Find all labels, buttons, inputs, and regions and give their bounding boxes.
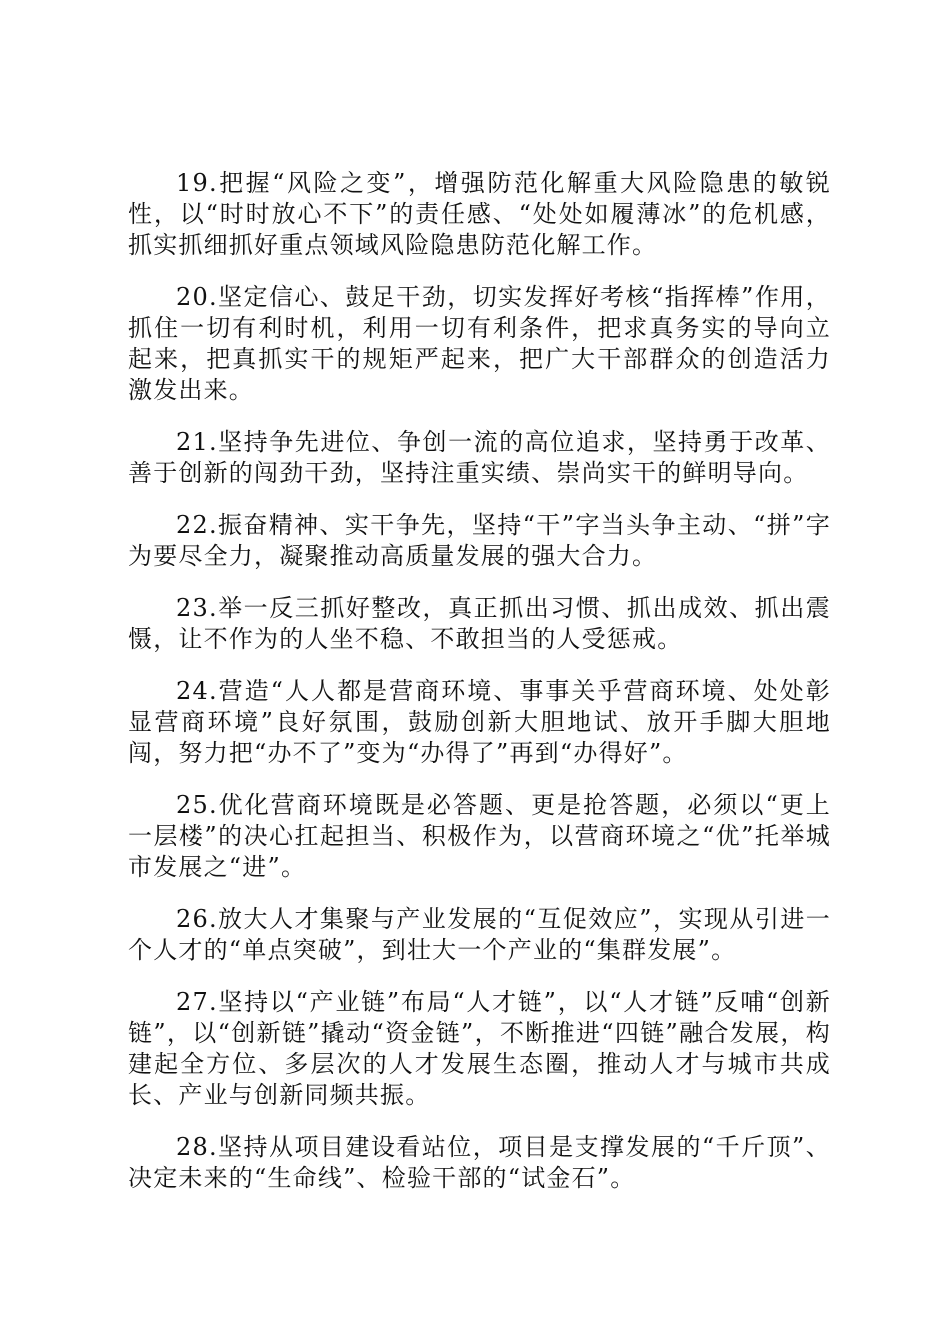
paragraph-19: 19.把握“风险之变”，增强防范化解重大风险隐患的敏锐性，以“时时放心不下”的责任感、“处处如履薄冰”的危机感，抓实抓细抓好重点领域风险隐患防范化解工作。 xyxy=(128,169,831,259)
paragraph-21: 21.坚持争先进位、争创一流的高位追求，坚持勇于改革、善于创新的闯劲干劲，坚持注重实绩、崇尚实干的鲜明导向。 xyxy=(128,428,831,487)
paragraph-20: 20.坚定信心、鼓足干劲，切实发挥好考核“指挥棒”作用，抓住一切有利时机，利用一切有利条件，把求真务实的导向立起来，把真抓实干的规矩严起来，把广大干部群众的创造活力激发出来。 xyxy=(128,283,831,404)
paragraph-24: 24.营造“人人都是营商环境、事事关乎营商环境、处处彰显营商环境”良好氛围，鼓励创新大胆地试、放开手脚大胆地闯，努力把“办不了”变为“办得了”再到“办得好”。 xyxy=(128,677,831,767)
paragraph-26: 26.放大人才集聚与产业发展的“互促效应”，实现从引进一个人才的“单点突破”，到壮大一个产业的“集群发展”。 xyxy=(128,905,831,964)
document-body xyxy=(128,168,831,1215)
paragraph-25: 25.优化营商环境既是必答题、更是抢答题，必须以“更上一层楼”的决心扛起担当、积极作为，以营商环境之“优”托举城市发展之“进”。 xyxy=(128,791,831,881)
paragraph-28: 28.坚持从项目建设看站位，项目是支撑发展的“千斤顶”、决定未来的“生命线”、检验干部的“试金石”。 xyxy=(128,1133,831,1192)
paragraph-27: 27.坚持以“产业链”布局“人才链”，以“人才链”反哺“创新链”，以“创新链”撬动“资金链”，不断推进“四链”融合发展，构建起全方位、多层次的人才发展生态圈，推动人才与城市共成长、产业与创新同频共振。 xyxy=(128,988,831,1109)
paragraph-22: 22.振奋精神、实干争先，坚持“干”字当头争主动、“拼”字为要尽全力，凝聚推动高质量发展的强大合力。 xyxy=(128,511,831,570)
paragraph-23: 23.举一反三抓好整改，真正抓出习惯、抓出成效、抓出震慑，让不作为的人坐不稳、不敢担当的人受惩戒。 xyxy=(128,594,831,653)
